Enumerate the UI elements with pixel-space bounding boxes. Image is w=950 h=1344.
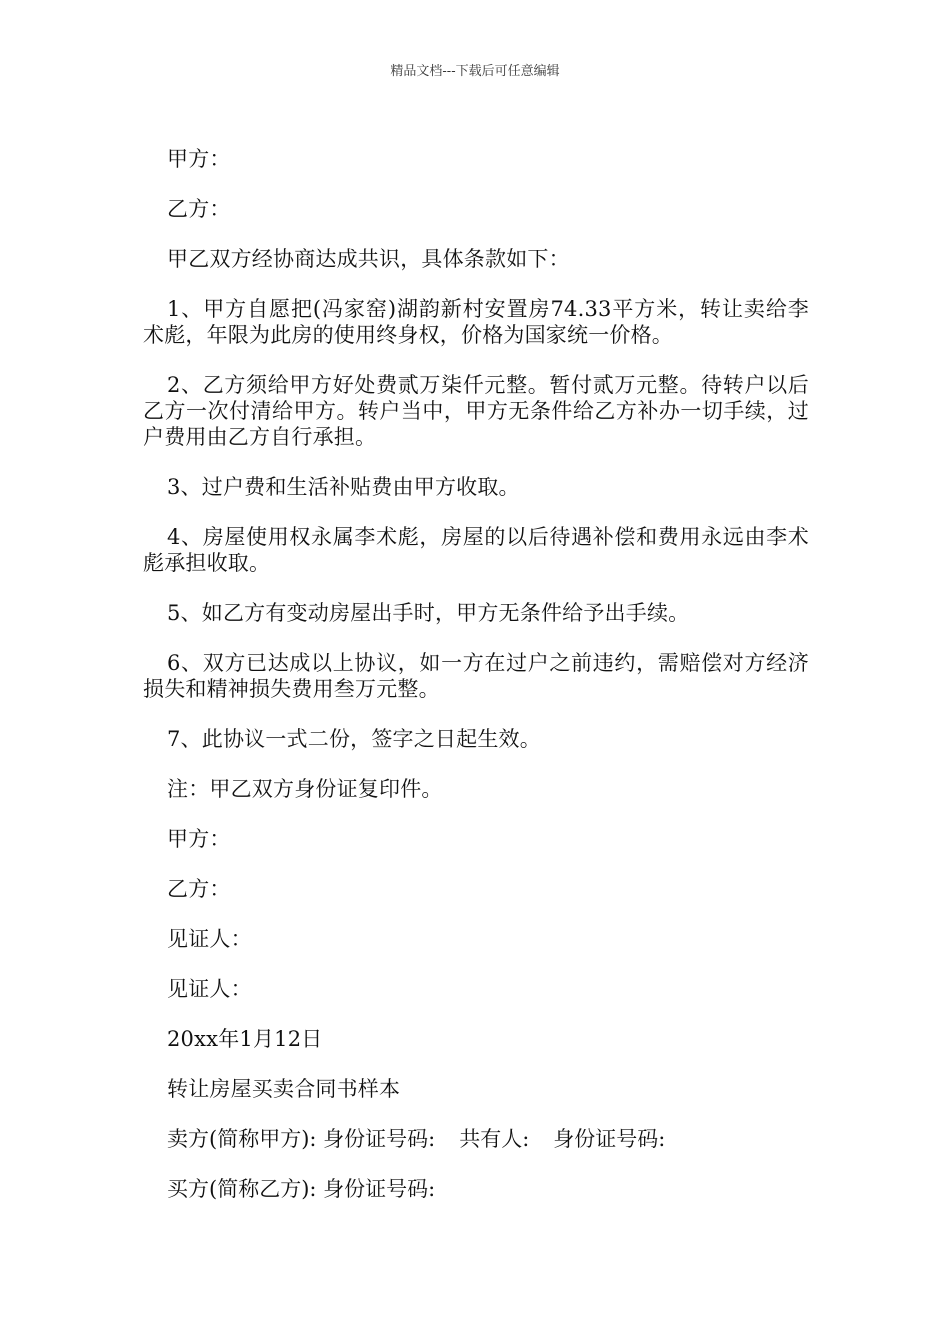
co-owner-id-label: 身份证号码: <box>553 1127 666 1151</box>
page-header-watermark: 精品文档---下载后可任意编辑 <box>390 64 560 79</box>
clause-5: 5、如乙方有变动房屋出手时，甲方无条件给予出手续。 <box>167 601 690 625</box>
clause-2: 2、乙方须给甲方好处费贰万柒仟元整。暂付贰万元整。待转户以后乙方一次付清给甲方。转户当中，甲方无条件给乙方补办一切手续，过户费用由乙方自行承担。 <box>143 373 809 449</box>
clause-4: 4、房屋使用权永属李术彪，房屋的以后待遇补偿和费用永远由李术彪承担收取。 <box>143 525 809 575</box>
signature-party-a: 甲方： <box>167 827 231 851</box>
signing-date: 20xx年1月12日 <box>167 1027 323 1051</box>
clause-6: 6、双方已达成以上协议，如一方在过户之前违约，需赔偿对方经济损失和精神损失费用叁万元整。 <box>143 651 809 701</box>
party-a-label: 甲方： <box>167 147 231 171</box>
co-owner-label: 共有人: <box>459 1127 530 1151</box>
clause-3: 3、过户费和生活补贴费由甲方收取。 <box>167 475 520 499</box>
agreement-intro: 甲乙双方经协商达成共识，具体条款如下： <box>167 247 570 271</box>
buyer-info-line <box>143 1176 809 1202</box>
note-id-copies: 注：甲乙双方身份证复印件。 <box>167 777 443 801</box>
seller-label: 卖方(简称甲方): 身份证号码: <box>167 1127 436 1151</box>
document-body <box>143 146 809 1202</box>
sample-contract-title: 转让房屋买卖合同书样本 <box>167 1077 401 1101</box>
party-b-label: 乙方： <box>167 197 231 221</box>
clause-1: 1、甲方自愿把(冯家窑)湖韵新村安置房74.33平方米，转让卖给李术彪，年限为此房的使用终身权，价格为国家统一价格。 <box>143 297 809 347</box>
signature-party-b: 乙方： <box>167 877 231 901</box>
signature-witness-1: 见证人： <box>167 927 252 951</box>
buyer-label: 买方(简称乙方): 身份证号码: <box>167 1177 436 1201</box>
signature-witness-2: 见证人： <box>167 977 252 1001</box>
seller-info-line <box>143 1126 809 1152</box>
clause-7: 7、此协议一式二份，签字之日起生效。 <box>167 727 541 751</box>
